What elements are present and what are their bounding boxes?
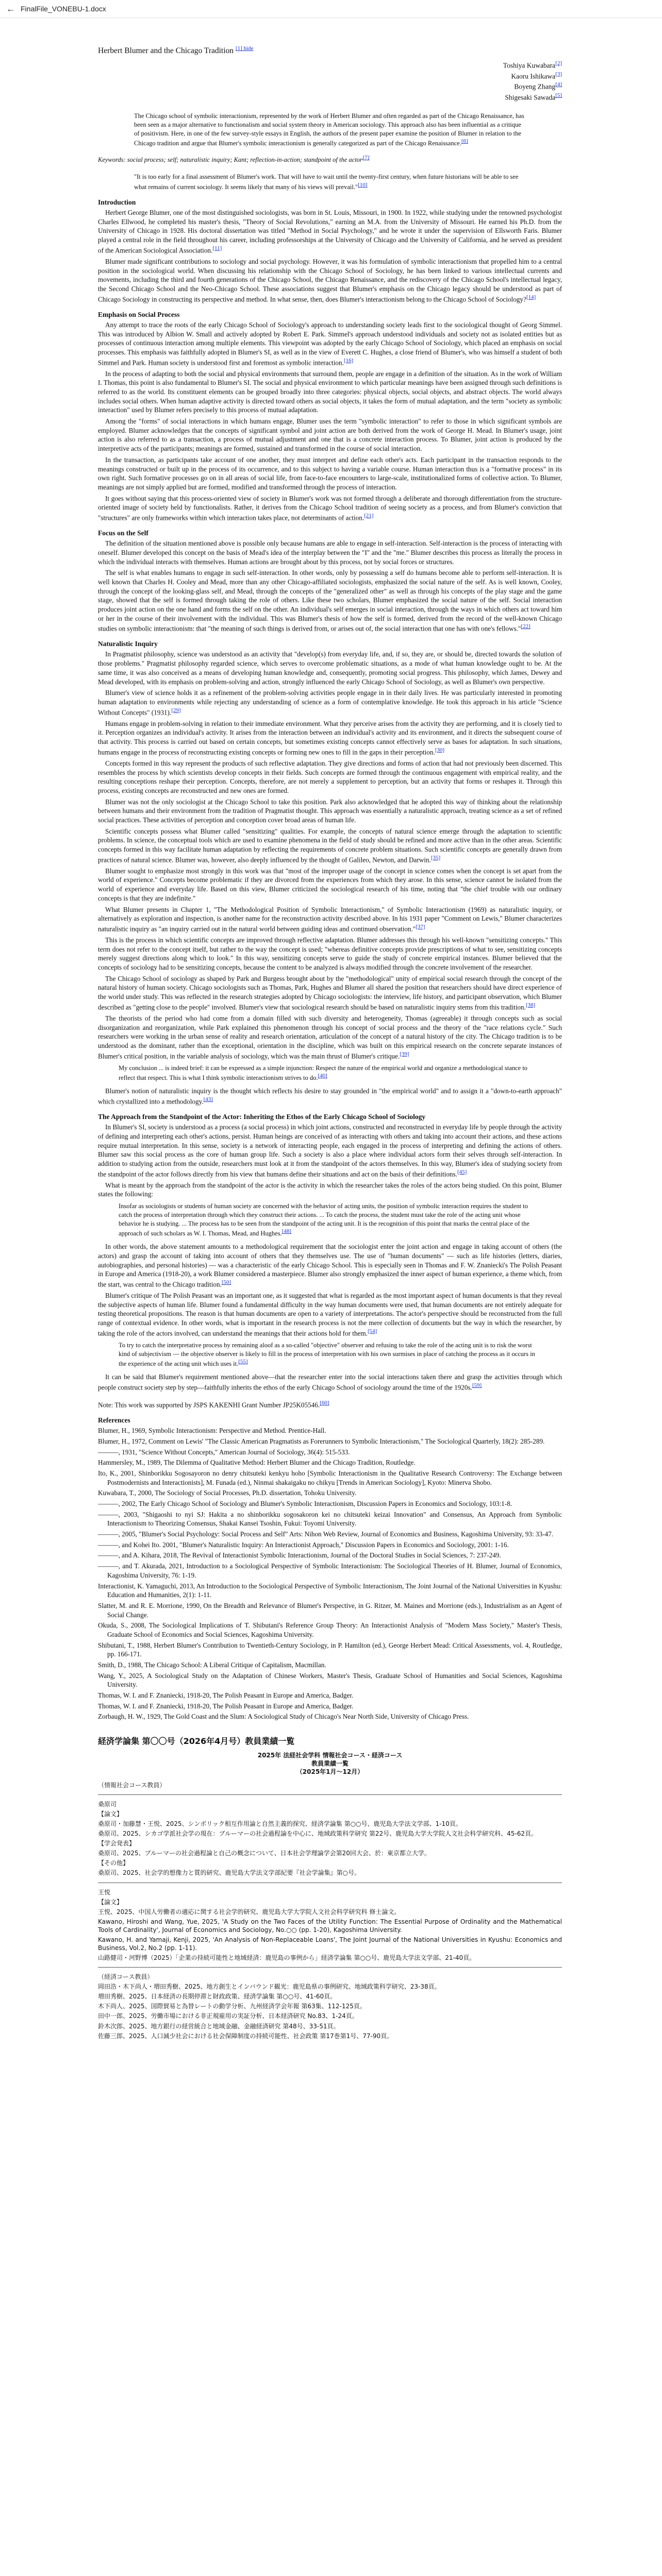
reference-item: ———, and T. Akurada, 2021, Introduction to a Sociological Perspective of Symbolic Interactionism: The Sociological Theories of H. Blumer, Journal of Economics, Kagoshima University, 76: 1-19.: [98, 1562, 562, 1579]
list-item: 岡田浩・木下尚人・増田秀樹、2025、地方創生とインバウンド観光：鹿児島県の事例研究、地域政策科学研究、23-38頁。: [98, 1983, 441, 1991]
course-heading: （情報社会コース教員）: [98, 1781, 166, 1789]
funding-note: Note: This work was supported by JSPS KAKENHI Grant Number JP25K05546.[60]: [98, 1400, 329, 1409]
paragraph: Blumer's notion of naturalistic inquiry is the thought which reflects his desire to stay grounded in "the empirical world" and to assign it a "down-to-earth approach" which crystallized into a methodology.[43]: [98, 1087, 562, 1106]
reference-item: Blumer, H., 1972, Comment on Lewis' "The Classic American Pragmatists as Forerunners to Symbolic Interactionism," The Sociological Quarterly, 18(2): 285-289.: [98, 1437, 545, 1445]
list-item: 【論文】: [98, 1810, 123, 1818]
abstract-ref-link[interactable]: [6]: [461, 138, 468, 145]
reference-item: Thomas, W. I. and F. Znaniecki, 1918-20, The Polish Peasant in Europe and America, Badger.: [98, 1702, 354, 1710]
paragraph: Scientific concepts possess what Blumer called "sensitizing" qualities. For example, the concepts of natural science emerge through the adaptation to scientific problems. In science, the conceptual tools which are used to examine phenomena in the field of study should be refined and more active than in the other areas. Scientific concepts formed in this way facilitate human adaptation by reflecting the requirements of concrete problem situations. Such scientific concepts are generally drawn from practices of natural science. Blumer was, however, also deeply influenced by the thought of Galileo, Newton, and Darwin.[35]: [98, 827, 562, 864]
paper-title-text: Herbert Blumer and the Chicago Tradition: [98, 46, 234, 56]
back-arrow-icon[interactable]: ←: [6, 3, 15, 14]
reference-item: Thomas, W. I. and F. Znaniecki, 1918-20, The Polish Peasant in Europe and America, Badger.: [98, 1691, 354, 1700]
reference-item: Okuda, S., 2008, The Sociological Implications of T. Shibutani's Reference Group Theory: An Interactionist Analysis of "Modern Mass Society," Master's Thesis, Graduate School of Economics and Social Sciences, Kagoshima University.: [98, 1621, 562, 1638]
paragraph: The definition of the situation mentioned above is possible only because humans are able to engage in self-interaction. Self-interaction is the process of interacting with oneself. Blumer developed this concept on the basis of Mead's idea of the interplay between the "I" and the "me." Blumer describes this process as literally the process in which the individual interacts with themselves. Human actions are brought about by this process, not by social forces or structures.: [98, 539, 562, 566]
paragraph: Blumer was not the only sociologist at the Chicago School to take this position. Park also acknowledged that he adopted this way of thinking about the relationship between humans and their environment from the tradition of Pragmatist thought. This approach was essentially a naturalistic approach, treating science as a set of refined social practices. These activities of perception and conception cover broad areas of human life.: [98, 798, 562, 824]
list-item: Kawano, Hiroshi and Wang, Yue, 2025, 'A Study on the Two Faces of the Utility Function: The Essential Purpose of Ordinality and the Mathematical Tools of Cardinality', Journal of Economics and Sociology, No.○○ (pp. 1-20), Kagoshima University.: [98, 1918, 562, 1934]
document-body: [98, 18, 562, 2040]
reference-item: Interactionist, K. Yamaguchi, 2013, An Introduction to the Sociological Perspective of Symbolic Interactionism, The Joint Journal of the National Universities in Kyushu: Education and Humanities, 2(1): 1-11.: [98, 1582, 562, 1599]
reference-item: Hammersley, M., 1989, The Dilemma of Qualitative Method: Herbert Blumer and the Chicago Tradition, Routledge.: [98, 1459, 416, 1467]
section-heading: The Approach from the Standpoint of the Actor: Inheriting the Ethos of the Early Chicago School of Sociology: [98, 1113, 426, 1121]
author-ref-link[interactable]: [5]: [555, 92, 562, 99]
paragraph: Blumer sought to emphasize most strongly in this work was that "most of the improper usage of the concept in science comes when the concept is set apart from the world of experience." Concepts become problematic if they are divorced from the experiences from which they arose. In this sense, science cannot be isolated from the world of experience and everyday life. Based on this view, Blumer criticized the sociological research of his time, noting that "the chief trouble with our ordinary concepts is that they are indefinite.": [98, 867, 562, 902]
list-item: 木下尚人、2025、国際貿易と為替レートの動学分析、九州経済学会年報 第63集、112-125頁。: [98, 2003, 366, 2010]
block-quote: Insofar as sociologists or students of human society are concerned with the behavior of acting units, the position of symbolic interaction requires the student to catch the process of interpretation through which they construct their actions. ... To catch the process, the student must take the role of the acting unit whose behavior he is studying. ... The process has to be seen from the standpoint of the acting unit. It is the recognition of this point that marks the central place of the approach of such scholars as W. I. Thomas, Mead, and Hughes.[48]: [119, 1202, 529, 1238]
footnote-link[interactable]: [35]: [431, 854, 441, 861]
references-heading: References: [98, 1416, 130, 1425]
footnote-link[interactable]: [30]: [435, 747, 445, 753]
list-item: 【論文】: [98, 1898, 123, 1906]
footnote-link[interactable]: [60]: [320, 1400, 329, 1406]
paragraph: Among the "forms" of social interactions in which humans engage, Blumer uses the term "symbolic interaction" to refer to those in which significant symbols are employed. Blumer acknowledges that the concepts of significant symbol and joint action are both derived from the work of George H. Mead. In Blumer's usage, joint action is also referred to as a transaction, a process of mutual adjustment and one that is a concrete interaction process. To Blumer, joint action is produced by the interpretive acts of the participants; meanings are formed, sustained and transformed in the course of social interaction.: [98, 417, 562, 453]
epigraph: "It is too early for a final assessment of Blumer's work. That will have to wait until the twenty-first century, when future historians will be able to see what remains of current sociology. It seems likely that many of his views will prevail."[10]: [134, 173, 519, 191]
paragraph: The theorists of the period who had come from a domain filled with such diversity and heterogeneity, Thomas (agreeable) it through concepts such as social disorganization and reorganization, while Park explained this phenomenon through his concept of social process and the theory of the "race relations cycle." Such researchers were working in the urban sense of reality and research orientation, articulation of the concept of a natural history of the city. The Chicago tradition is to be understood as the dominant, rather than the exceptional, orientation in the discipline, which was built on this empirical research on the concrete separate instances of Blumer's critical position, in the variable analysis of sociology, which was the main thrust of Blumer's critique.[39]: [98, 1014, 562, 1060]
paragraph: Herbert George Blumer, one of the most distinguished sociologists, was born in St. Louis, Missouri, in 1900. In 1922, while studying under the renowned psychologist Charles Ellwood, he completed his master's thesis, "Theory of Social Revolutions," earning an M.A. from the University of Missouri. He earned his Ph.D. from the University of Chicago in 1928. His doctoral dissertation was titled "Method in Social Psychology," and he wrote it under the supervision of Ellsworth Faris. Blumer played a central role in the field throughout his career, including professorships at the University of Chicago and the University of California, and he served as president of the American Sociological Association.[11]: [98, 209, 562, 255]
references: [98, 1416, 562, 1721]
paragraph: What Blumer presents in Chapter 1, "The Methodological Position of Symbolic Interactionism," of Symbolic Interactionism (1969) as naturalistic inquiry, or alternatively as exploration and inspection, is another name for the reconstruction activity described above. In his 1931 paper "Comment on Lewis," Blumer characterizes naturalistic inquiry as "an inquiry carried out in the natural world between guiding ideas and continued observation."[37]: [98, 905, 562, 933]
divider: [98, 1794, 562, 1795]
author: Boyeng Zhang[4]: [514, 81, 562, 91]
paragraph: This is the process in which scientific concepts are improved through reflective adaptation. Blumer addresses this through his well-known "sensitizing concepts." This term does not refer to the concept itself, but rather to the way the concept is used; "whereas definitive concepts provide prescriptions of what to see, sensitizing concepts merely suggest directions along which to look." In this way, sensitizing concepts serve to guide the study of concrete empirical instances. Blumer believed that the concepts of sociology had to be sensitizing concepts, because the content to be analyzed is always modified through the concrete involvement of the researcher.: [98, 936, 562, 972]
footnote-link[interactable]: [11]: [212, 245, 222, 251]
footnote-link[interactable]: [55]: [238, 1359, 248, 1365]
list-item: 王悦、2025、中国人労働者の適応に関する社会学的研究、鹿児島大学大学院人文社会科学研究科 修士論文。: [98, 1908, 401, 1916]
list-item: Kawano, H. and Yamaji, Kenji, 2025, 'An Analysis of Non-Replaceable Loans', The Joint Journal of the National Universities in Kyushu: Economics and Business, Vol.2, No.2 (pp. 1-11).: [98, 1936, 562, 1952]
author: Toshiya Kuwabara[2]: [503, 60, 562, 70]
list-subtitle: 教員業績一覧: [311, 1759, 349, 1767]
reference-item: Blumer, H., 1969, Symbolic Interactionism: Perspective and Method. Prentice-Hall.: [98, 1427, 326, 1435]
footnote-link[interactable]: [54]: [367, 1328, 377, 1334]
paper-title: [98, 45, 562, 57]
author-ref-link[interactable]: [2]: [555, 60, 562, 66]
list-title: 経済学論集 第〇〇号（2026年4月号）教員業績一覧: [98, 1736, 295, 1747]
reference-item: ———, 2002, The Early Chicago School of Sociology and Blumer's Symbolic Interactionism, Discussion Papers in Economics and Sociology, 103:1-8.: [98, 1500, 512, 1508]
faculty-publication-list: [98, 1736, 562, 2040]
document-filename: FinalFile_VONEBU-1.docx: [21, 5, 106, 13]
paragraph: Concepts formed in this way represent the products of such reflective adaptation. They give directions and forms of action that had not previously been discerned. This resembles the process by which scientists develop concepts in their fields. Such concepts are formed through the continuous engagement with empirical reality, and the resulting conceptions reshape their perception. Concepts, therefore, are not merely a supplement to perception, but an activity that forms or reshapes it. Through this process, existing concepts are reconstructed and new ones are formed.: [98, 759, 562, 794]
footnote-link[interactable]: [39]: [400, 1050, 409, 1057]
paragraph: Any attempt to trace the roots of the early Chicago School of Sociology's approach to understanding society leads first to the sociological thought of Georg Simmel. This was introduced by Albion W. Small and actively adopted by Robert E. Park. Simmel's approach understood individuals and society not as isolated entities but as processes of continuous interaction among multiple elements. This viewpoint was adopted by the early Chicago School of Sociology, which placed an emphasis on social processes. This emphasis was faithfully adopted in Blumer's SI, as well as in the view of Everett C. Hughes, a close friend of Blumer's, who was himself a student of both Simmel and Park. Human society is understood first and foremost as symbolic interaction.[16]: [98, 320, 562, 366]
abstract: The Chicago school of symbolic interactionism, represented by the work of Herbert Blumer and often regarded as part of the Chicago Renaissance, has been seen as a major alternative to functionalism and social system theory in American sociology. This approach also has been influential as a critique of positivism. Here, in one of the few survey-style essays in English, the authors of the present paper examine the position of Blumer in relation to the Chicago tradition and argue that Blumer's symbolic interactionism is generally categorized as part of the Chicago Renaissance.[6]: [134, 112, 524, 147]
paragraph: The Chicago School of sociology as shaped by Park and Burgess brought about by the "methodological" unity of empirical social research through the concept of the natural history of human society. Chicago sociologists such as Thomas, Park, Hughes and Blumer all shared the position that researchers should have direct experience of the world under study. This was reflected in the research strategies adopted by Chicago sociologists: the interview, life history, and participant observation, which Blumer described as "getting close to the people" involved. Blumer's view that sociological research should be based on naturalistic inquiry stems from this tradition.[38]: [98, 974, 562, 1011]
author-ref-link[interactable]: [4]: [555, 81, 562, 88]
keywords-ref-link[interactable]: [7]: [362, 155, 370, 161]
list-item: 田中一郎、2025、労働市場における非正規雇用の実証分析、日本経済研究 No.83、1-24頁。: [98, 2012, 358, 2020]
reference-item: ———, 1931, "Science Without Concepts," American Journal of Sociology, 36(4): 515-533.: [98, 1448, 350, 1456]
list-item: 桑原司: [98, 1800, 117, 1808]
list-item: 桑原司・加藤慧・王悦、2025、シンボリック相互作用論と自然主義的探究、経済学論集 第○○号、鹿児島大学法文学部、1-10頁。: [98, 1820, 462, 1828]
reference-item: Shibutani, T., 1988, Herbert Blumer's Contribution to Twentieth-Century Sociology, in P. Hamilton (ed.), George Herbert Mead: Critical Assessments, vol. 4, Routledge, pp. 166-171.: [98, 1641, 562, 1658]
paragraph: Blumer made significant contributions to sociology and social psychology. However, it was his formulation of symbolic interactionism that propelled him to a central position in the sociological world. When discussing his relationship with the Chicago School of Sociology, he has been linked to various intellectual currents and movements, including the third and fourth generations of the Chicago School, the Chicago Renaissance, and the rediscovery of the Chicago School's intellectual legacy, the Second Chicago School and the Neo-Chicago School. These associations suggest that Blumer's emphasis on the Chicago legacy should be understood as part of Chicago Sociology in constructing its perspective and method. In what sense, then, does Blumer's interactionism belong to the Chicago School of Sociology?[14]: [98, 257, 562, 303]
section-heading: Focus on the Self: [98, 529, 148, 537]
paragraph: In the transaction, as participants take account of one another, they must interpret and define each other's acts. Each participant in the transaction responds to the meanings constructed or built up in the process of its occurrence, and to this subject to having a variable course. Human interaction thus is a "formative process" in its own right. Such formative processes go on in all areas of social life, from face-to-face encounters to large-scale, institutionalized forms of collective action. To Blumer, meanings are not simply applied but are formed, modified and transformed through the process of interaction.: [98, 455, 562, 491]
keywords: Keywords: social process; self; naturalistic inquiry; Kant; reflection-in-action; standpoint of the actor[7]: [98, 155, 370, 164]
footnote-link[interactable]: [59]: [472, 1382, 482, 1388]
author-ref-link[interactable]: [3]: [555, 71, 562, 77]
footnote-link[interactable]: [16]: [343, 357, 354, 364]
author: Kaoru Ishikawa[3]: [511, 71, 562, 80]
list-period: （2025年1月〜12月）: [296, 1768, 364, 1775]
epigraph-ref-link[interactable]: [10]: [358, 182, 368, 189]
paragraph: In Blumer's SI, society is understood as a process (a social process) in which joint actions, constructed and reconstructed in everyday life by people through the activity of defining and interpreting each other's actions, persist. Human beings are conceived of as interacting with others and taking into account their actions, and these actions require mutual interpretation. In this sense, society is a network of interacting people, each engaged in the process of interpreting and defining the actions of others. Blumer saw this social process as the core of human group life. Such a society is also a place where individual actors form their selves through self-interaction. In addition to studying action from the outside, researchers must look at it from the standpoint of the actors themselves. In this way, Blumer's idea of studying society from the standpoint of the actor follows directly from his view that humans define their situations and act on the basis of their definitions.[45]: [98, 1123, 562, 1178]
footnote-link[interactable]: [45]: [457, 1168, 467, 1175]
paragraph: Blumer's critique of The Polish Peasant was an important one, as it suggested that what is regarded as the most important aspect of human documents is that they reveal the subjective aspects of human life. Blumer found a fundamental difficulty in the way human documents were used, that human documents are not entirely adequate for testing theoretical propositions. The reason is that human documents are open to a variety of interpretations. The actor's perspective should be reconstructed from the full range of contextual evidence. In other words, what is important in the research process is not the mere collection of documents but the way in which the researcher, by taking the role of the actors involved, can understand the meanings that their actions hold for them.[54]: [98, 1292, 562, 1337]
list-item: 鈴木次郎、2025、地方銀行の経営統合と地域金融、金融経済研究 第48号、33-51頁。: [98, 2022, 340, 2030]
title-ref-link[interactable]: [1] hide: [235, 45, 254, 52]
reference-item: Kuwabara, T., 2000, The Sociology of Social Processes, Ph.D. dissertation, Tohoku University.: [98, 1489, 357, 1497]
reference-item: Zorbaugh, H. W., 1929, The Gold Coast and the Slum: A Sociological Study of Chicago's Near North Side, University of Chicago Press.: [98, 1713, 469, 1721]
paragraph: In the process of adapting to both the social and physical environments that surround them, people are engage in a definition of the situation. As in the work of William I. Thomas, this point is also fundamental to Blumer's SI. The social and physical environment to which particular meanings have been assigned through such definitions is referred to as the world. Its constituent elements can be grouped broadly into three categories: physical objects, social objects, and abstract objects. The world always includes social others. When human adaptive activity is directed toward others as social objects, it takes the form of mutual adaptation, and the term "society as symbolic interaction" used by Blumer refers precisely to this process of mutual adaptation.: [98, 369, 562, 414]
reference-item: Smith, D., 1988, The Chicago School: A Liberal Critique of Capitalism, Macmillan.: [98, 1661, 326, 1669]
course-heading: （経済コース教員）: [98, 1973, 154, 1981]
section-heading: Naturalistic Inquiry: [98, 640, 158, 648]
paragraph: Blumer's view of science holds it as a refinement of the problem-solving activities people engage in in their daily lives. He was particularly interested in promoting human adaptation to environments while rejecting any understanding of science as a form of contemplative knowledge. He took this approach in his article "Science Without Concepts" (1931).[29]: [98, 689, 562, 716]
list-item: 王悦: [98, 1888, 111, 1896]
section-heading: Emphasis on Social Process: [98, 310, 180, 318]
list-item: 増田秀樹、2025、日本経済の長期停滞と財政政策、経済学論集 第○○号、41-60頁。: [98, 1993, 337, 2001]
paragraph: Humans engage in problem-solving in relation to their immediate environment. What they perceive arises from the activity they are performing, and it is closely tied to it. Perception organizes an individual's activity. It arises from the interaction between an individual's activity and its environment, and it directs the subsequent course of that activity. This process is carried out based on certain concepts, but sometimes existing concepts cannot effectively serve as bases for adaptation. In such situations, humans engage in the process of reconstructing existing concepts or forming new ones to fill in the gaps in their perception.[30]: [98, 719, 562, 756]
list-item: 【学会発表】: [98, 1840, 136, 1848]
paragraph: In Pragmatist philosophy, science was understood as an activity that "develop(s) from everyday life, and, if so, they are, or should be, directed towards the solution of those problems." Pragmatist philosophy regarded science, which serves to overcome problematic situations, as a mode of what human knowledge ought to be. At the same time, it was also conceived as a means of developing human knowledge and, consequently, promoting social progress. This philosophy, which James, Dewey and Mead developed, with its emphasis on problem-solving and action, strongly influenced the early Chicago School of Sociology, as well as Blumer's own perspective.: [98, 650, 562, 686]
list-item: 佐藤三郎、2025、人口減少社会における社会保障制度の持続可能性、社会政策 第17巻第1号、77-90頁。: [98, 2032, 393, 2040]
list-item: 桑原司、2025、シカゴ学派社会学の現在：ブルーマーの社会過程論を中心に、地域政策科学研究 第22号、鹿児島大学大学院人文社会科学研究科、45-62頁。: [98, 1830, 538, 1838]
document-page: [0, 18, 662, 2042]
paragraph: It goes without saying that this process-oriented view of society in Blumer's work was not formed through a deliberate and thorough differentiation from the structure-oriented image of society held by functionalists. Rather, it derives from the Chicago School tradition of seeing society as a process, and from Blumer's conviction that "structures" are only frameworks within which interaction takes place, not determinants of action.[21]: [98, 494, 562, 522]
footnote-link[interactable]: [21]: [364, 512, 374, 519]
reference-item: Wang, Y., 2025, A Sociological Study on the Adaptation of Chinese Workers, Master's Thesis, Graduate School of Humanities and Social Sciences, Kagoshima University.: [98, 1671, 562, 1689]
block-quote: To try to catch the interpretative process by remaining aloof as a so-called "objective" observer and refusing to take the role of the acting unit is to risk the worst kind of subjectivism — the objective observer is likely to fill in the process of interpretation with his own surmises in place of catching the process as it occurs in the experience of the acting unit which uses it.[55]: [119, 1341, 535, 1368]
paragraph: In other words, the above statement amounts to a methodological requirement that the sociologist enter the joint action and engage in taking account of others (the actors) and grasp the account of taking into account of others that they themselves use. The use of "human documents" — such as life histories (letters, diaries, autobiographies, and personal histories) — was a characteristic of the early Chicago School. This is especially seen in Thomas and F. W. Znaniecki's The Polish Peasant in Europe and America (1918-20), a work Blumer considered a masterpiece. Blumer also strongly emphasized the inner aspect of human experience, a theme which, from the start, was central to the Chicago tradition.[50]: [98, 1243, 562, 1289]
reference-item: Slatter, M. and R. E. Morrione, 1990, On the Breadth and Relevance of Blumer's Perspective, in G. Ritzer, M. Maines and Morrione (eds.), Industrialism as an Agent of Social Change.: [98, 1601, 562, 1619]
list-item: 【その他】: [98, 1859, 129, 1867]
footnote-link[interactable]: [29]: [171, 707, 181, 714]
footnote-link[interactable]: [14]: [526, 294, 536, 300]
reference-item: ———, and Kohei Ito. 2001, "Blumer's Naturalistic Inquiry: An Interactionist Approach," Discussion Papers in Economics and Sociology, 2001: 1-16.: [98, 1540, 509, 1549]
top-bar: [0, 0, 662, 18]
footnote-link[interactable]: [50]: [221, 1279, 231, 1285]
footnote-link[interactable]: [38]: [525, 1002, 536, 1008]
divider: [98, 1967, 562, 1968]
footnote-link[interactable]: [40]: [318, 1073, 327, 1079]
list-item: 山路健司・河野博（2025）「企業の持続可能性と地域経済：鹿児島の事例から」経済学論集 第○○号、鹿児島大学法文学部、21-40頁。: [98, 1954, 476, 1962]
footnote-link[interactable]: [43]: [203, 1096, 213, 1103]
list-item: 桑原司、2025、社会学的想像力と質的研究、鹿児島大学法文学部紀要『社会学論集』第○号。: [98, 1869, 361, 1877]
reference-item: Ito, K., 2001, Shinborikku Sogosayoron no denry chitsuteki kenkyu hoho [Symbolic Interactionism in the Qualitative Research Controversy: The Exchange between Postmodernists and Interactionists], M. Funada (ed.), Ninmai shakaigaku no chikyu [Trends in American Sociology], Kyoto: Minerva Shobo.: [98, 1469, 562, 1486]
footnote-link[interactable]: [37]: [416, 923, 425, 930]
list-item: 桑原司、2025、ブルーマーの社会過程論と自己の概念について、日本社会学理論学会第20回大会、於：東京都立大学。: [98, 1850, 431, 1857]
paragraph: The self is what enables humans to engage in such self-interaction. In other words, only by possessing a self do humans become able to perform self-interaction. It is well known that Charles H. Cooley and Mead, more than any other Chicago-affiliated sociologists, emphasized the social nature of the self. As is well known, Cooley, through the concept of the looking-glass self, and Mead, through the concepts of the "generalized other" as well as through his concepts of the play stage and the game stage, showed that the self is formed through taking the role of others. Like these two scholars, Blumer emphasized the social nature of the self. Social interaction produces joint action on the one hand and forms the self on the other. An individual's self emerges in social interaction, through the ways in which others act toward him or her in the course of their involvement with the individual. This was Blumer's thesis of how the self is formed, derived from the record of the well-known Chicago studies on symbolic interactionism: that "the meaning of such things is derived from, or arises out of, the social interaction that one has with one's fellows."[22]: [98, 569, 562, 633]
reference-item: ———, 2003, "Shigaoshi to nyi SJ: Hakita a no shinborikku sogosakoron kei no chitsuteki keizai Innovation" and Consensus, An Approach from Symbolic Interactionism to Theorizing Consensus, Shakai Kansei Tsoshin, Fukui: Toyomi University.: [98, 1510, 562, 1528]
paragraph: What is meant by the approach from the standpoint of the actor is the activity in which the researcher takes the roles of the actors being studied. On this point, Blumer states the following:: [98, 1181, 562, 1198]
list-subtitle: 2025年 法経社会学科 情報社会コース・経済コース: [257, 1751, 403, 1759]
reference-item: ———, 2005, "Blumer's Social Psychology: Social Process and Self" Arts: Nihon Web Review, Journal of Economics and Business, Kagoshima University, 93: 33-47.: [98, 1530, 553, 1538]
footnote-link[interactable]: [48]: [282, 1228, 292, 1235]
block-quote: My conclusion ... is indeed brief: it can be expressed as a simple injunction: Respect the nature of the empirical world and organize a methodological stance to reflect that respect. This is what I think symbolic interactionism strives to do.[40]: [119, 1064, 527, 1082]
author-list: [98, 60, 562, 103]
author: Shigesaki Sawada[5]: [505, 92, 562, 101]
footnote-link[interactable]: [22]: [521, 623, 531, 630]
section-heading: Introduction: [98, 198, 136, 207]
paragraph: It can be said that Blumer's requirement mentioned above—that the researcher enter into the social interactions taken there and grasp the activities through which people construct society step by step—faithfully inherits the ethos of the early Chicago School of sociology around the time of the 1920s.[59]: [98, 1373, 562, 1392]
reference-item: ———, and A. Kihara, 2018, The Revival of Interactionist Symbolic Interactionism, Journal of the Doctoral Studies in Social Sciences, 7: 237-249.: [98, 1551, 501, 1560]
